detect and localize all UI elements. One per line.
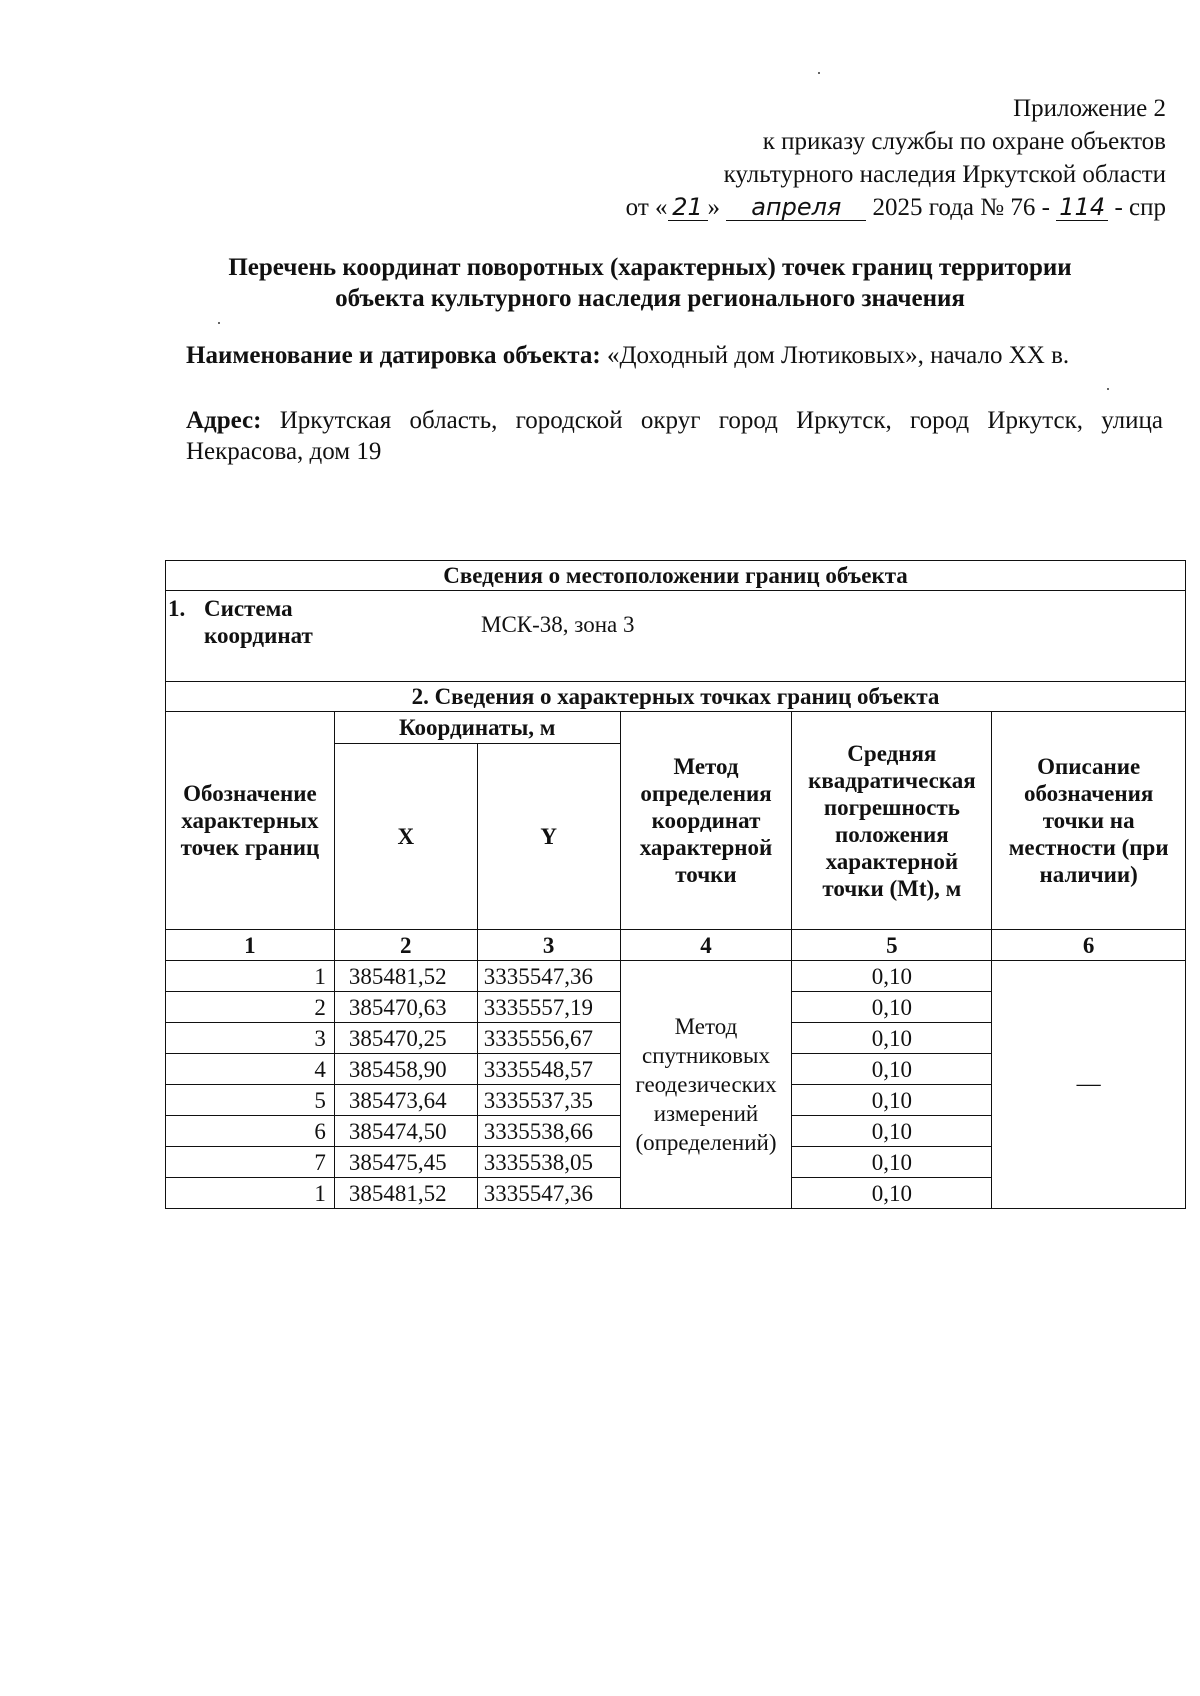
date-prefix: от « — [625, 194, 668, 221]
document-title — [150, 252, 1150, 314]
mt-value: 0,10 — [792, 961, 992, 992]
boundary-table — [165, 560, 1186, 1209]
title-line-1: Перечень координат поворотных (характерных) точек границ территории — [228, 254, 1072, 281]
header-description: Описание обозначения точки на местности (при наличии) — [992, 712, 1186, 930]
point-id: 2 — [166, 992, 335, 1023]
y-coordinate: 3335557,19 — [477, 992, 620, 1023]
coordinate-system-number: 1. — [168, 596, 186, 621]
header-error: Средняя квадратическая погрешность положения характерной точки (Mt), м — [792, 712, 992, 930]
object-name-value: «Доходный дом Лютиковых», начало XX в. — [606, 342, 1070, 369]
object-name-block — [186, 340, 1163, 371]
mt-value: 0,10 — [792, 1147, 992, 1178]
order-date-line — [626, 191, 1166, 224]
column-number-row — [166, 930, 1186, 961]
header-method: Метод определения координат характерной точки — [620, 712, 792, 930]
x-coordinate: 385458,90 — [334, 1054, 477, 1085]
mt-value: 0,10 — [792, 1178, 992, 1209]
mt-value: 0,10 — [792, 1116, 992, 1147]
column-number: 3 — [477, 930, 620, 961]
order-suffix: - спр — [1114, 194, 1166, 221]
point-id: 3 — [166, 1023, 335, 1054]
header-x: X — [334, 744, 477, 930]
y-coordinate: 3335548,57 — [477, 1054, 620, 1085]
x-coordinate: 385470,63 — [334, 992, 477, 1023]
description-cell: — — [992, 961, 1186, 1209]
date-mid: » — [707, 194, 721, 221]
column-number: 2 — [334, 930, 477, 961]
point-id: 6 — [166, 1116, 335, 1147]
x-coordinate: 385481,52 — [334, 1178, 477, 1209]
mt-value: 0,10 — [792, 1054, 992, 1085]
x-coordinate: 385470,25 — [334, 1023, 477, 1054]
handwritten-month: апреля — [726, 194, 866, 221]
object-name-label: Наименование и датировка объекта: — [186, 342, 601, 369]
column-number: 1 — [166, 930, 335, 961]
table-row — [166, 961, 1186, 992]
date-year: 2025 года № 76 - — [872, 194, 1050, 221]
y-coordinate: 3335537,35 — [477, 1085, 620, 1116]
coordinate-system-cell — [166, 591, 1186, 682]
mt-value: 0,10 — [792, 992, 992, 1023]
handwritten-day: 21 — [668, 194, 708, 221]
y-coordinate: 3335538,66 — [477, 1116, 620, 1147]
point-id: 1 — [166, 1178, 335, 1209]
point-id: 5 — [166, 1085, 335, 1116]
method-cell: Метод спутниковых геодезических измерений (определений) — [620, 961, 792, 1209]
mt-value: 0,10 — [792, 1085, 992, 1116]
title-line-2: объекта культурного наследия регионального значения — [335, 285, 965, 312]
section-1-title: Сведения о местоположении границ объекта — [166, 561, 1186, 591]
object-address-value: Иркутская область, городской округ город Иркутск, город Иркутск, улица Некрасова, дом 19 — [186, 407, 1164, 465]
x-coordinate: 385475,45 — [334, 1147, 477, 1178]
handwritten-order-number: 114 — [1056, 194, 1108, 221]
column-number: 4 — [620, 930, 792, 961]
object-address-block — [186, 405, 1163, 467]
header-y: Y — [477, 744, 620, 930]
x-coordinate: 385473,64 — [334, 1085, 477, 1116]
coordinate-system-value: МСК-38, зона 3 — [481, 612, 635, 637]
appendix-line-1: Приложение 2 — [1013, 95, 1166, 122]
coordinate-system-label — [168, 595, 313, 649]
point-id: 4 — [166, 1054, 335, 1085]
y-coordinate: 3335547,36 — [477, 1178, 620, 1209]
column-number: 6 — [992, 930, 1186, 961]
header-coordinates: Координаты, м — [334, 712, 620, 744]
appendix-header — [626, 92, 1166, 224]
object-address-label: Адрес: — [186, 407, 262, 434]
scan-speck — [818, 72, 820, 74]
point-id: 7 — [166, 1147, 335, 1178]
scan-speck — [218, 322, 220, 324]
coordinate-system-underline — [481, 681, 1127, 682]
section-2-title: 2. Сведения о характерных точках границ объекта — [166, 682, 1186, 712]
y-coordinate: 3335556,67 — [477, 1023, 620, 1054]
y-coordinate: 3335547,36 — [477, 961, 620, 992]
point-id: 1 — [166, 961, 335, 992]
header-designation: Обозначение характерных точек границ — [166, 712, 335, 930]
x-coordinate: 385481,52 — [334, 961, 477, 992]
coordinate-system-label-1: Система — [204, 596, 293, 621]
appendix-line-3: культурного наследия Иркутской области — [723, 161, 1166, 188]
mt-value: 0,10 — [792, 1023, 992, 1054]
x-coordinate: 385474,50 — [334, 1116, 477, 1147]
column-number: 5 — [792, 930, 992, 961]
y-coordinate: 3335538,05 — [477, 1147, 620, 1178]
coordinate-system-label-2: координат — [204, 623, 313, 648]
scan-speck — [1107, 388, 1109, 390]
appendix-line-2: к приказу службы по охране объектов — [762, 128, 1166, 155]
